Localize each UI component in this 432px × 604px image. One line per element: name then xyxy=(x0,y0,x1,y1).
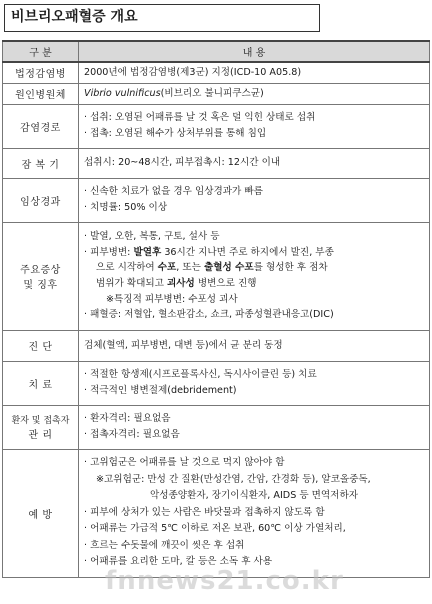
row-symptoms xyxy=(3,222,430,330)
row-label-line: 및 징후 xyxy=(23,280,58,291)
header-content: 내 용 xyxy=(79,41,430,62)
list-item: · 발열, 오한, 복통, 구토, 설사 등 xyxy=(84,231,220,243)
list-item: · 적절한 항생제(시프로플록사신, 독시사이클린 등) 치료 xyxy=(84,369,317,381)
watermark: fnnews21.co.kr xyxy=(105,566,344,596)
list-item: · 패혈증: 저혈압, 혈소판감소, 쇼크, 파종성혈관내응고(DIC) xyxy=(84,309,334,321)
list-item: · 환자격리: 필요없음 xyxy=(84,413,171,425)
pathogen-korean-name: (비브리오 불니피쿠스균) xyxy=(160,87,264,99)
row-content: 섭취시: 20~48시간, 피부접촉시: 12시간 이내 xyxy=(79,148,430,178)
row-content: 2000년에 법정감염병(제3군) 지정(ICD-10 A05.8) xyxy=(79,62,430,83)
row-content xyxy=(79,222,430,330)
row-label-line: 관 리 xyxy=(28,430,53,441)
list-note: ※고위험군: 만성 간 질환(만성간염, 간암, 간경화 등), 알코올중독, xyxy=(96,473,371,485)
row-content xyxy=(79,449,430,577)
row-course xyxy=(3,178,430,222)
row-content xyxy=(79,178,430,222)
row-label: 잠 복 기 xyxy=(3,148,79,178)
row-content xyxy=(79,83,430,104)
row-management xyxy=(3,405,430,449)
list-item xyxy=(84,245,424,261)
row-label: 법정감염병 xyxy=(3,62,79,83)
table-header-row xyxy=(3,41,430,62)
row-content xyxy=(79,104,430,148)
document-title: 비브리오패혈증 개요 xyxy=(4,4,320,32)
list-item: · 치명률: 50% 이상 xyxy=(84,202,168,213)
list-item: · 접촉: 오염된 해수가 상처부위를 통해 침입 xyxy=(84,128,267,139)
text-segment: 으로 시작하여 xyxy=(96,262,158,274)
pathogen-scientific-name: Vibrio vulnificus xyxy=(84,87,161,99)
row-route xyxy=(3,104,430,148)
list-item: · 흐르는 수돗물에 깨끗이 씻은 후 섭취 xyxy=(84,539,245,551)
text-segment: 36시간 지나면 주로 하지에서 발진, 부종 xyxy=(161,246,334,258)
row-content: 검체(혈액, 피부병변, 대변 등)에서 균 분리 동정 xyxy=(79,330,430,361)
list-item: · 피부에 상처가 있는 사람은 바닷물과 접촉하지 않도록 함 xyxy=(84,506,325,518)
row-label: 진 단 xyxy=(3,330,79,361)
text-segment: · 피부병변: xyxy=(84,246,134,258)
row-diagnosis xyxy=(3,330,430,361)
row-label: 치 료 xyxy=(3,361,79,405)
text-segment: 범위가 확대되고 xyxy=(96,278,167,289)
text-segment: , 또는 xyxy=(176,262,204,274)
emphasis: 수포 xyxy=(157,262,177,274)
row-label: 원인병원체 xyxy=(3,83,79,104)
list-item: · 접촉자격리: 필요없음 xyxy=(84,429,180,440)
row-label xyxy=(3,405,79,449)
emphasis: 괴사성 xyxy=(166,278,195,289)
row-incubation xyxy=(3,148,430,178)
list-item xyxy=(84,276,424,292)
row-pathogen xyxy=(3,83,430,104)
row-label: 임상경과 xyxy=(3,178,79,222)
row-label-line: 주요증상 xyxy=(20,265,61,276)
list-item: · 신속한 치료가 없을 경우 임상경과가 빠름 xyxy=(84,186,263,198)
row-label xyxy=(3,222,79,330)
row-law xyxy=(3,62,430,83)
list-item xyxy=(84,260,424,276)
row-label: 감염경로 xyxy=(3,104,79,148)
emphasis: 발열후 xyxy=(133,246,162,258)
row-prevention xyxy=(3,449,430,577)
row-treatment xyxy=(3,361,430,405)
text-segment: 병변으로 진행 xyxy=(194,278,257,289)
list-item: · 적극적인 병변절제(debridement) xyxy=(84,385,237,396)
text-segment: 를 형성한 후 점차 xyxy=(253,262,328,274)
row-content xyxy=(79,361,430,405)
list-item: · 섭취: 오염된 어패류를 날 것 혹은 덜 익힌 상태로 섭취 xyxy=(84,112,316,124)
list-note: ※특징적 피부병변: 수포성 괴사 xyxy=(106,293,238,305)
list-item: · 어패류를 요리한 도마, 칼 등은 소독 후 사용 xyxy=(84,556,273,568)
list-note: 악성종양환자, 장기이식환자, AIDS 등 면역저하자 xyxy=(150,490,358,502)
overview-table xyxy=(2,40,430,578)
row-content xyxy=(79,405,430,449)
row-label: 예 방 xyxy=(3,449,79,577)
emphasis: 출혈성 수포 xyxy=(203,262,254,274)
header-category: 구 분 xyxy=(3,41,79,62)
row-label-line: 환자 및 접촉자 xyxy=(11,416,70,426)
list-item: · 고위험군은 어패류를 날 것으로 먹지 않아야 함 xyxy=(84,456,285,468)
list-item: · 어패류는 가급적 5℃ 이하로 저온 보관, 60℃ 이상 가열처리, xyxy=(84,523,346,535)
